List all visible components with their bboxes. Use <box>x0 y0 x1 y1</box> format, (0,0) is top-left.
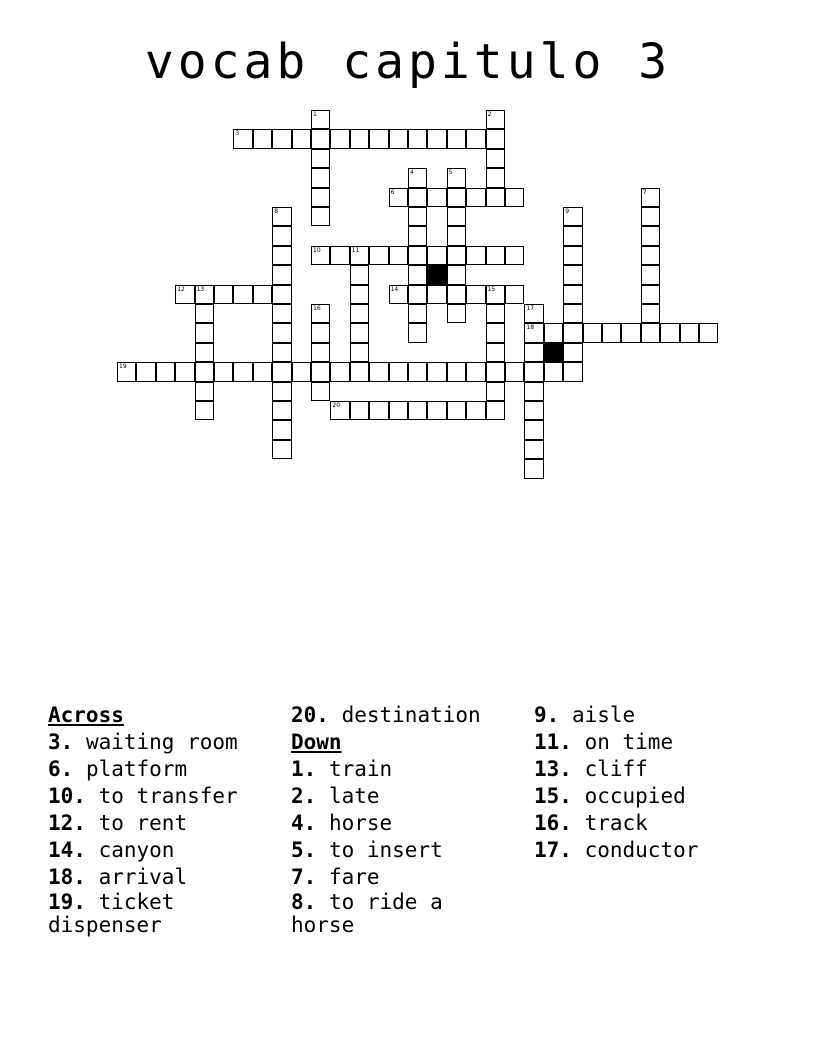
grid-cell[interactable] <box>156 362 175 381</box>
grid-cell[interactable] <box>524 382 543 401</box>
grid-cell[interactable] <box>486 323 505 342</box>
grid-cell[interactable] <box>563 362 582 381</box>
clues-column-3 <box>534 702 776 864</box>
grid-cell[interactable] <box>253 362 272 381</box>
grid-cell[interactable] <box>544 362 563 381</box>
grid-cell[interactable] <box>272 246 291 265</box>
grid-cell[interactable] <box>680 323 699 342</box>
cell-number: 7 <box>642 188 647 196</box>
grid-cell[interactable] <box>369 129 388 148</box>
grid-cell[interactable] <box>369 362 388 381</box>
grid-cell[interactable] <box>447 285 466 304</box>
clue-down-2: 2. late <box>291 784 380 808</box>
clue-across-20: 20. destination <box>291 703 481 727</box>
grid-cell[interactable] <box>292 362 311 381</box>
grid-cell[interactable] <box>350 129 369 148</box>
grid-cell[interactable] <box>466 129 485 148</box>
grid-cell[interactable] <box>583 323 602 342</box>
grid-cell[interactable] <box>272 323 291 342</box>
cell-number: 16 <box>313 305 321 312</box>
grid-cell[interactable] <box>447 188 466 207</box>
grid-cell[interactable] <box>311 168 330 187</box>
grid-cell[interactable] <box>621 323 640 342</box>
grid-cell[interactable] <box>486 110 505 129</box>
grid-cell[interactable] <box>272 343 291 362</box>
grid-cell[interactable] <box>505 246 524 265</box>
grid-cell[interactable] <box>486 168 505 187</box>
grid-cell[interactable] <box>330 129 349 148</box>
grid-cell[interactable] <box>292 129 311 148</box>
grid-cell[interactable] <box>195 362 214 381</box>
grid-cell[interactable] <box>408 304 427 323</box>
grid-cell[interactable] <box>408 323 427 342</box>
cell-number: 11 <box>351 246 360 254</box>
grid-cell[interactable] <box>699 323 718 342</box>
grid-cell[interactable] <box>389 362 408 381</box>
grid-cell[interactable] <box>330 362 349 381</box>
grid-cell[interactable] <box>486 129 505 148</box>
grid-cell[interactable] <box>408 362 427 381</box>
cell-number: 17 <box>526 305 535 312</box>
grid-cell[interactable] <box>350 246 369 265</box>
grid-cell[interactable] <box>641 207 660 226</box>
cell-number: 14 <box>390 285 399 293</box>
grid-cell[interactable] <box>233 129 252 148</box>
grid-cell[interactable] <box>233 285 252 304</box>
grid-cell[interactable] <box>195 343 214 362</box>
grid-cell[interactable] <box>311 149 330 168</box>
grid-cell[interactable] <box>175 285 194 304</box>
grid-cell[interactable] <box>408 226 427 245</box>
grid-cell[interactable] <box>272 265 291 284</box>
grid-cell[interactable] <box>563 285 582 304</box>
cell-number: 6 <box>390 188 395 196</box>
grid-cell[interactable] <box>272 440 291 459</box>
grid-cell[interactable] <box>466 362 485 381</box>
grid-cell[interactable] <box>641 246 660 265</box>
grid-cell[interactable] <box>486 362 505 381</box>
grid-cell[interactable] <box>311 323 330 342</box>
grid-cell[interactable] <box>117 362 136 381</box>
grid-cell[interactable] <box>408 285 427 304</box>
grid-cell[interactable] <box>195 285 214 304</box>
grid-cell[interactable] <box>486 188 505 207</box>
grid-cell[interactable] <box>214 285 233 304</box>
clue-across-18: 18. arrival <box>48 865 188 889</box>
clue-across-14: 14. canyon <box>48 838 175 862</box>
grid-cell[interactable] <box>563 343 582 362</box>
clue-down-9: 9. aisle <box>534 703 636 727</box>
grid-cell[interactable] <box>447 362 466 381</box>
grid-cell[interactable] <box>195 382 214 401</box>
grid-cell[interactable] <box>641 285 660 304</box>
cell-number: 2 <box>487 111 492 118</box>
grid-cell[interactable] <box>408 207 427 226</box>
grid-cell[interactable] <box>641 265 660 284</box>
grid-cell[interactable] <box>466 188 485 207</box>
grid-cell[interactable] <box>447 207 466 226</box>
grid-cell[interactable] <box>272 362 291 381</box>
grid-cell[interactable] <box>350 401 369 420</box>
grid-cell[interactable] <box>524 440 543 459</box>
grid-cell[interactable] <box>524 362 543 381</box>
grid-cell[interactable] <box>408 265 427 284</box>
grid-cell[interactable] <box>175 362 194 381</box>
grid-cell[interactable] <box>447 265 466 284</box>
grid-cell[interactable] <box>408 168 427 187</box>
grid-cell[interactable] <box>524 343 543 362</box>
across-heading: Across <box>48 703 124 727</box>
grid-cell[interactable] <box>369 401 388 420</box>
grid-block <box>544 343 563 362</box>
grid-cell[interactable] <box>486 285 505 304</box>
grid-cell[interactable] <box>427 129 446 148</box>
grid-cell[interactable] <box>486 382 505 401</box>
grid-cell[interactable] <box>427 362 446 381</box>
grid-cell[interactable] <box>272 420 291 439</box>
cell-number: 4 <box>410 169 414 177</box>
clue-down-17: 17. conductor <box>534 838 699 862</box>
grid-cell[interactable] <box>427 188 446 207</box>
grid-cell[interactable] <box>311 362 330 381</box>
grid-cell[interactable] <box>136 362 155 381</box>
grid-cell[interactable] <box>427 285 446 304</box>
grid-cell[interactable] <box>214 362 233 381</box>
grid-cell[interactable] <box>350 285 369 304</box>
grid-cell[interactable] <box>272 285 291 304</box>
grid-cell[interactable] <box>311 188 330 207</box>
grid-cell[interactable] <box>272 401 291 420</box>
grid-cell[interactable] <box>486 343 505 362</box>
grid-cell[interactable] <box>447 246 466 265</box>
grid-cell[interactable] <box>563 323 582 342</box>
puzzle-title: vocab capitulo 3 <box>144 34 672 90</box>
grid-cell[interactable] <box>311 246 330 265</box>
grid-cell[interactable] <box>466 285 485 304</box>
grid-cell[interactable] <box>350 362 369 381</box>
grid-cell[interactable] <box>272 382 291 401</box>
clues-column-1 <box>48 702 290 941</box>
grid-cell[interactable] <box>253 129 272 148</box>
grid-cell[interactable] <box>641 323 660 342</box>
grid-cell[interactable] <box>563 226 582 245</box>
grid-cell[interactable] <box>408 246 427 265</box>
crossword-grid <box>0 0 816 520</box>
clue-down-8: 8. to ride a horse <box>291 890 443 937</box>
cell-number: 8 <box>274 208 279 215</box>
grid-cell[interactable] <box>505 188 524 207</box>
grid-cell[interactable] <box>408 188 427 207</box>
clue-down-13: 13. cliff <box>534 757 648 781</box>
clue-down-1: 1. train <box>291 757 393 781</box>
grid-cell[interactable] <box>389 188 408 207</box>
grid-cell[interactable] <box>195 401 214 420</box>
grid-cell[interactable] <box>389 401 408 420</box>
grid-cell[interactable] <box>447 129 466 148</box>
grid-cell[interactable] <box>447 226 466 245</box>
grid-cell[interactable] <box>466 401 485 420</box>
grid-cell[interactable] <box>311 110 330 129</box>
clue-down-15: 15. occupied <box>534 784 686 808</box>
grid-cell[interactable] <box>524 323 543 342</box>
grid-cell[interactable] <box>195 304 214 323</box>
grid-cell[interactable] <box>389 129 408 148</box>
grid-cell[interactable] <box>447 168 466 187</box>
cell-number: 12 <box>177 285 185 293</box>
grid-cell[interactable] <box>641 226 660 245</box>
clue-across-6: 6. platform <box>48 757 188 781</box>
cell-number: 5 <box>448 169 453 177</box>
cell-number: 3 <box>235 130 240 138</box>
grid-cell[interactable] <box>330 246 349 265</box>
clue-down-5: 5. to insert <box>291 838 443 862</box>
grid-cell[interactable] <box>233 362 252 381</box>
cell-number: 9 <box>565 208 570 215</box>
clue-across-10: 10. to transfer <box>48 784 238 808</box>
grid-cell[interactable] <box>524 459 543 478</box>
grid-cell[interactable] <box>253 285 272 304</box>
grid-cell[interactable] <box>563 265 582 284</box>
grid-cell[interactable] <box>350 304 369 323</box>
clue-down-4: 4. horse <box>291 811 393 835</box>
cell-number: 15 <box>487 285 496 293</box>
grid-cell[interactable] <box>350 323 369 342</box>
grid-cell[interactable] <box>195 323 214 342</box>
grid-cell[interactable] <box>486 304 505 323</box>
grid-cell[interactable] <box>524 401 543 420</box>
grid-cell[interactable] <box>563 207 582 226</box>
grid-cell[interactable] <box>563 304 582 323</box>
grid-cell[interactable] <box>408 401 427 420</box>
grid-cell[interactable] <box>427 401 446 420</box>
grid-cell[interactable] <box>350 265 369 284</box>
grid-cell[interactable] <box>311 207 330 226</box>
grid-cell[interactable] <box>602 323 621 342</box>
grid-cell[interactable] <box>272 304 291 323</box>
grid-cell[interactable] <box>524 420 543 439</box>
grid-cell[interactable] <box>486 246 505 265</box>
grid-cell[interactable] <box>389 285 408 304</box>
grid-cell[interactable] <box>505 362 524 381</box>
down-heading: Down <box>291 730 342 754</box>
grid-block <box>427 265 446 284</box>
grid-cell[interactable] <box>486 149 505 168</box>
clue-down-16: 16. track <box>534 811 648 835</box>
grid-cell[interactable] <box>311 382 330 401</box>
grid-cell[interactable] <box>544 323 563 342</box>
clue-down-7: 7. fare <box>291 865 380 889</box>
grid-cell[interactable] <box>447 401 466 420</box>
grid-cell[interactable] <box>311 304 330 323</box>
clue-across-12: 12. to rent <box>48 811 188 835</box>
grid-cell[interactable] <box>272 207 291 226</box>
grid-cell[interactable] <box>486 401 505 420</box>
clue-across-19: 19. ticket dispenser <box>48 890 175 937</box>
grid-cell[interactable] <box>330 401 349 420</box>
clue-down-11: 11. on time <box>534 730 674 754</box>
cell-number: 20 <box>332 402 341 409</box>
grid-cell[interactable] <box>447 304 466 323</box>
grid-cell[interactable] <box>505 285 524 304</box>
grid-cell[interactable] <box>272 226 291 245</box>
grid-cell[interactable] <box>466 246 485 265</box>
grid-cell[interactable] <box>524 304 543 323</box>
cell-number: 13 <box>196 285 205 293</box>
grid-cell[interactable] <box>389 246 408 265</box>
clues-column-2 <box>291 702 533 941</box>
grid-cell[interactable] <box>272 129 291 148</box>
cell-number: 1 <box>313 111 317 118</box>
grid-cell[interactable] <box>350 343 369 362</box>
grid-cell[interactable] <box>641 304 660 323</box>
grid-cell[interactable] <box>369 246 388 265</box>
grid-cell[interactable] <box>311 343 330 362</box>
cell-number: 10 <box>313 246 321 254</box>
grid-cell[interactable] <box>408 129 427 148</box>
cell-number: 18 <box>526 324 535 332</box>
grid-cell[interactable] <box>563 246 582 265</box>
grid-cell[interactable] <box>427 246 446 265</box>
clue-across-3: 3. waiting room <box>48 730 238 754</box>
grid-cell[interactable] <box>311 129 330 148</box>
cell-number: 19 <box>119 363 127 371</box>
grid-cell[interactable] <box>641 188 660 207</box>
grid-cell[interactable] <box>660 323 679 342</box>
